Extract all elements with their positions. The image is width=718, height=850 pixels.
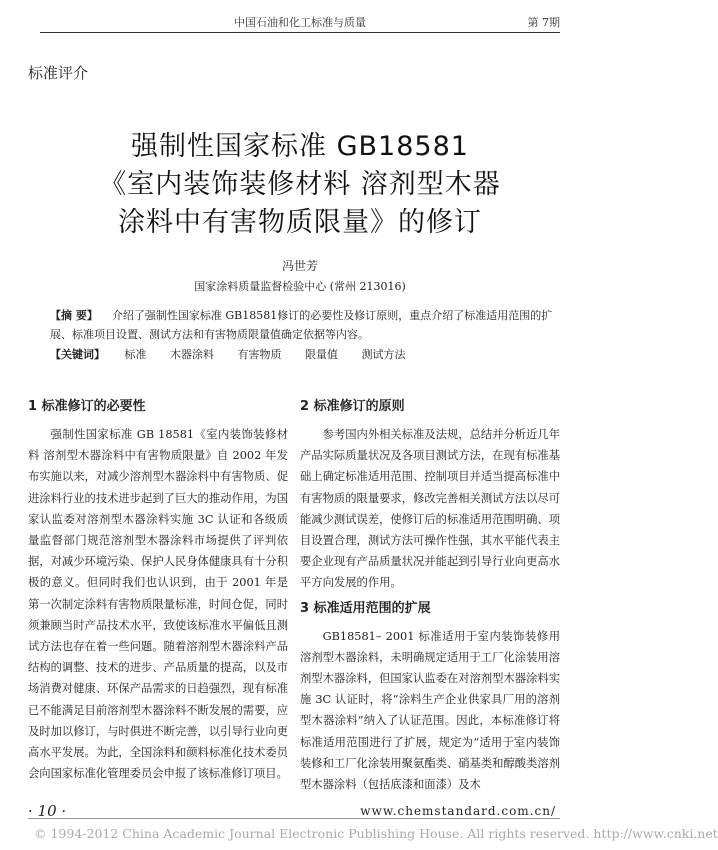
keywords [50, 346, 558, 362]
author-name: 冯世芳 [281, 259, 318, 273]
section-1-paragraph: 强制性国家标准 GB 18581《室内装饰装修材料 溶剂型木器涂料中有害物质限量》自 2002 年发布实施以来，对减少溶剂型木器涂料中有害物质、促进涂料行业的技术进步起到了巨大的推动作用，为国家认监委对溶剂型木器涂料实施 3C 认证和各级质量监督部门规范溶剂型木器涂料市场提供了评判依据，对减少环境污染、保护人民身体健康具有十分积极的意义。但同时我们也认识到，由于 2001 年是第一次制定涂料有害物质限量标准，时间仓促，同时须兼顾当时产品技术水平，致使该标准水平偏低且测试方法也存在着一些问题。随着溶剂型木器涂料产品结构的调整、技术的进步、产品质量的提高，以及市场消费对健康、环保产品需求的日趋强烈，现有标准已不能满足目前溶剂型木器涂料不断发展的需要，应及时加以修订，与时俱进不断完善，以引导行业向更高水平发展。为此，全国涂料和颜料标准化技术委员会向国家标准化管理委员会申报了该标准修订项目。 [28, 428, 288, 781]
section-3-paragraph: GB18581– 2001 标准适用于室内装饰装修用溶剂型木器涂料，未明确规定适用于工厂化涂装用溶剂型木器涂料，但国家认监委在对溶剂型木器涂料实施 3C 认证时，将“涂料生产企业供家具厂用的溶剂型木器涂料”纳入了认证范围。因此，本标准修订将标准适用范围进行了扩展，规定为“适用于室内装饰装修和工厂化涂装用聚氨酯类、硝基类和醇酸类溶剂型木器涂料（包括底漆和面漆）及木 [300, 629, 560, 792]
abstract-text: 介绍了强制性国家标准 GB18581修订的必要性及修订原则，重点介绍了标准适用范围的扩展、标准项目设置、测试方法和有害物质限量值确定依据等内容。 [50, 309, 553, 341]
copyright-watermark: © 1994-2012 China Academic Journal Electronic Publishing House. All rights reserved. http://www.cnki.net [34, 826, 718, 841]
keyword: 木器涂料 [170, 348, 214, 361]
keyword: 标准 [124, 348, 147, 361]
footer-divider [28, 818, 560, 819]
section-2-paragraph: 参考国内外相关标准及法规，总结并分析近几年产品实际质量状况及各项目测试方法，在现有标准基础上确定标准适用范围、控制项目并适当提高标准中有害物质的限量要求，修改完善相关测试方法以尽可能减少测试误差，使修订后的标准适用范围明确、项目设置合理，测试方法可操作性强，其水平能代表主要企业现有产品质量状况并能起到引导行业向更高水平方向发展的作用。 [300, 428, 560, 590]
page-number: · 10 · [28, 802, 67, 820]
body-column-right [300, 396, 560, 799]
website-url[interactable]: www.chemstandard.com.cn/ [360, 804, 556, 818]
abstract-label: 【摘 要】 [50, 309, 98, 322]
title-line-1: 强制性国家标准 GB18581 [131, 131, 469, 162]
abstract [50, 306, 558, 344]
keyword: 限量值 [305, 348, 338, 361]
keywords-label: 【关键词】 [50, 348, 105, 361]
section-2-heading: 2 标准修订的原则 [300, 399, 405, 414]
title-line-3: 涂料中有害物质限量》的修订 [118, 207, 482, 238]
section-1-heading: 1 标准修订的必要性 [28, 399, 146, 414]
article-title [40, 128, 560, 242]
running-header [40, 10, 560, 33]
column-label: 标准评介 [28, 64, 89, 82]
author-affiliation: 国家涂料质量监督检验中心 (常州 213016) [194, 280, 406, 293]
issue-number: 第 7期 [527, 16, 560, 29]
journal-name: 中国石油和化工标准与质量 [234, 16, 366, 29]
keyword: 测试方法 [361, 348, 406, 361]
section-3-heading: 3 标准适用范围的扩展 [300, 600, 431, 616]
keyword: 有害物质 [237, 348, 282, 361]
title-line-2: 《室内装饰装修材料 溶剂型木器 [99, 169, 501, 200]
body-column-left [28, 396, 288, 788]
